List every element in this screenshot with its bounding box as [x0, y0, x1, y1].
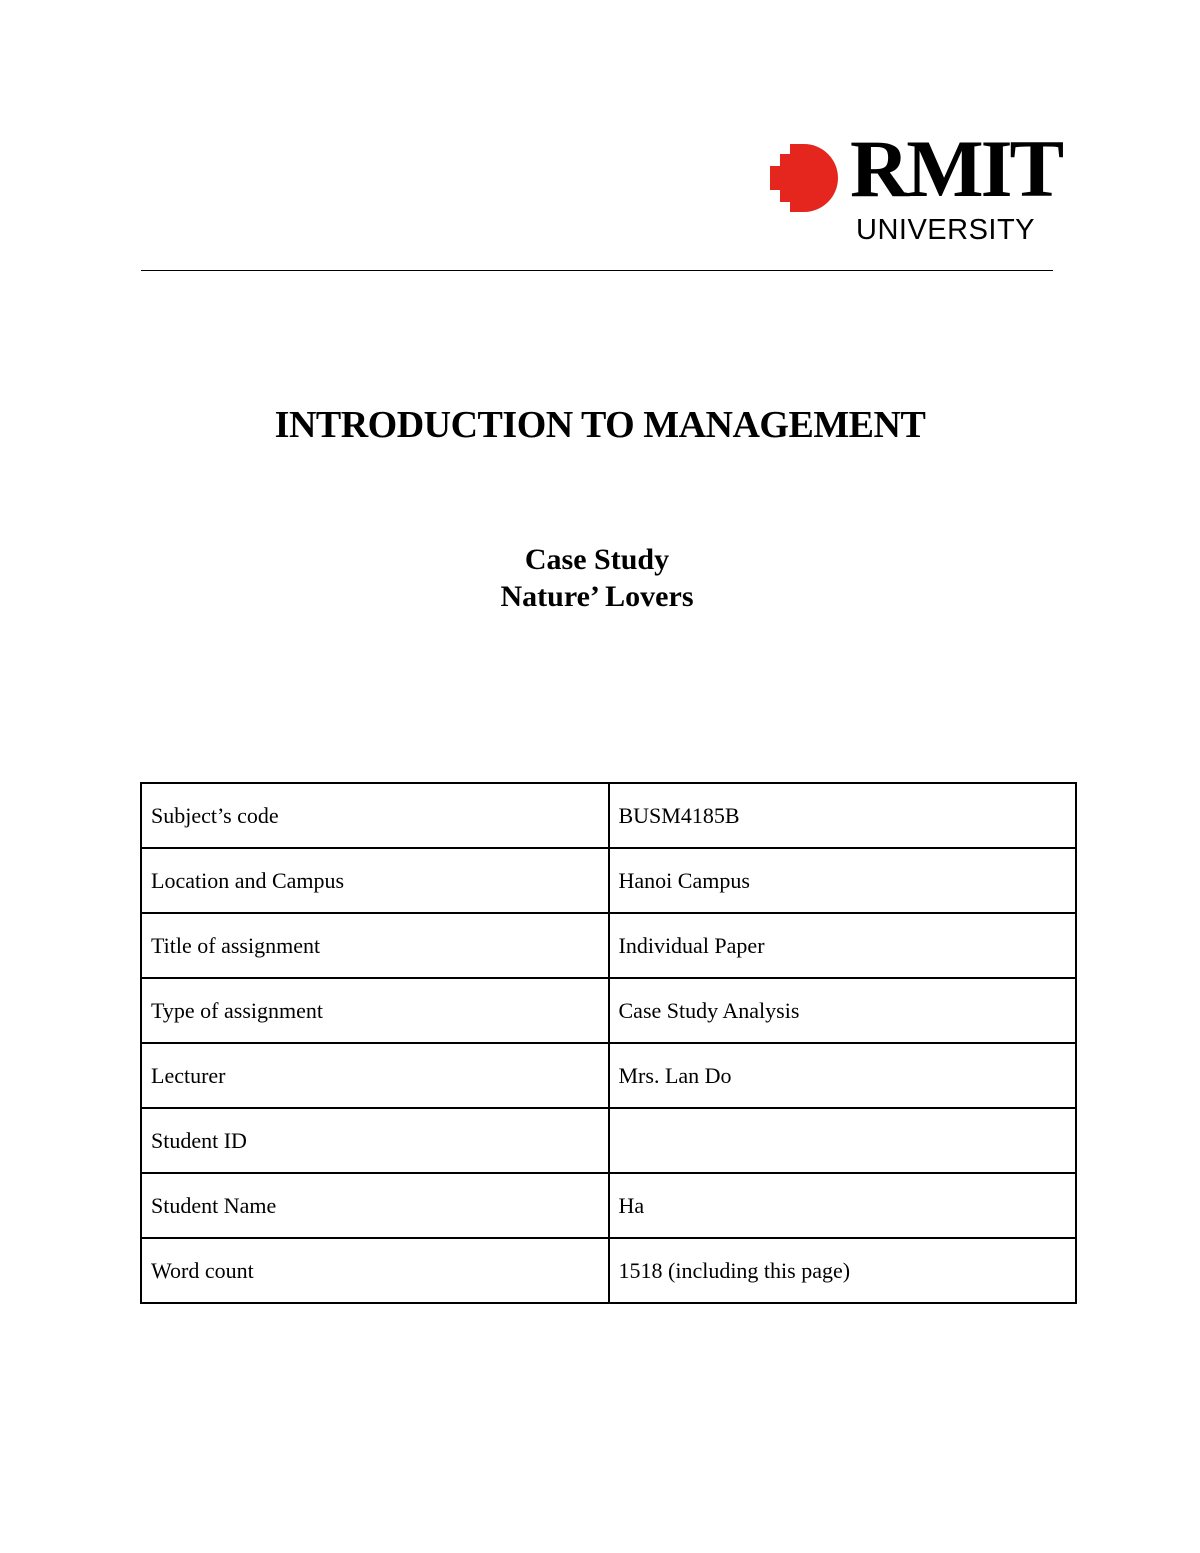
row-label: Subject’s code — [141, 783, 609, 848]
subtitle-line-2: Nature’ Lovers — [500, 580, 694, 613]
table-row — [141, 1173, 1076, 1238]
logo-subtitle: UNIVERSITY — [856, 214, 1036, 246]
row-label: Lecturer — [141, 1043, 609, 1108]
table-row — [141, 848, 1076, 913]
row-value: 1518 (including this page) — [609, 1238, 1077, 1303]
row-value: Hanoi Campus — [609, 848, 1077, 913]
subtitle-line-1: Case Study — [524, 543, 670, 576]
row-label: Location and Campus — [141, 848, 609, 913]
row-label: Title of assignment — [141, 913, 609, 978]
header-divider — [141, 270, 1053, 271]
row-value: BUSM4185B — [609, 783, 1077, 848]
row-value: Individual Paper — [609, 913, 1077, 978]
row-value: Case Study Analysis — [609, 978, 1077, 1043]
table-row — [141, 783, 1076, 848]
rmit-logo — [768, 123, 1068, 250]
assignment-info-table — [140, 782, 1077, 1304]
row-label: Type of assignment — [141, 978, 609, 1043]
row-value — [609, 1108, 1077, 1173]
row-label: Student ID — [141, 1108, 609, 1173]
row-value: Ha — [609, 1173, 1077, 1238]
row-value: Mrs. Lan Do — [609, 1043, 1077, 1108]
table-row — [141, 1043, 1076, 1108]
table-row — [141, 1108, 1076, 1173]
row-label: Student Name — [141, 1173, 609, 1238]
table-row — [141, 978, 1076, 1043]
row-label: Word count — [141, 1238, 609, 1303]
rmit-logo-mark-icon — [768, 142, 840, 214]
document-subtitle — [0, 541, 1194, 615]
table-row — [141, 1238, 1076, 1303]
logo-wordmark: RMIT — [850, 123, 1062, 214]
document-title: INTRODUCTION TO MANAGEMENT — [274, 404, 926, 446]
table-row — [141, 913, 1076, 978]
